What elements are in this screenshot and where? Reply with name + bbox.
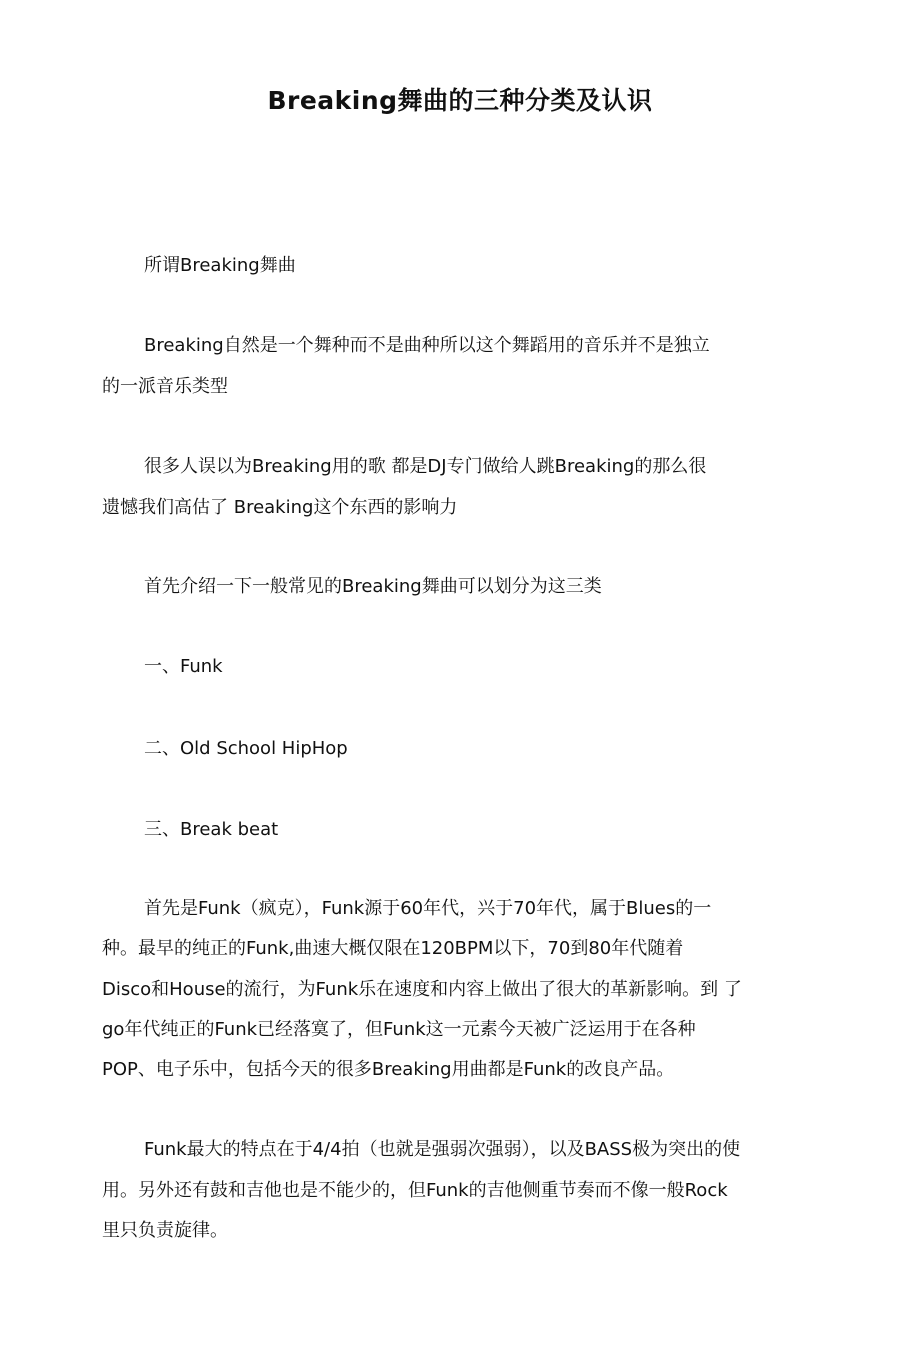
- paragraph-line: 首先是Funk（疯克），Funk源于60年代，兴于70年代，属于Blues的一: [144, 898, 712, 919]
- list-item-break-beat: 三、Break beat: [144, 819, 279, 840]
- paragraph-line: 的一派音乐类型: [102, 376, 228, 397]
- paragraph-line: 种。最早的纯正的Funk,曲速大概仅限在120BPM以下，70到80年代随着: [102, 938, 684, 959]
- page-title: Breaking舞曲的三种分类及认识: [267, 86, 653, 115]
- list-item-old-school-hiphop: 二、Old School HipHop: [144, 738, 348, 759]
- paragraph-line: 里只负责旋律。: [102, 1220, 228, 1241]
- paragraph-line: go年代纯正的Funk已经落寞了，但Funk这一元素今天被广泛运用于在各种: [102, 1019, 696, 1040]
- paragraph-line: 很多人误以为Breaking用的歌 都是DJ专门做给人跳Breaking的那么很: [144, 456, 707, 477]
- paragraph-line: Disco和House的流行，为Funk乐在速度和内容上做出了很大的革新影响。到 了: [102, 979, 742, 1000]
- list-item-funk: 一、Funk: [144, 656, 223, 677]
- paragraph-line: 遗憾我们高估了 Breaking这个东西的影响力: [102, 497, 458, 518]
- paragraph-line: 首先介绍一下一般常见的Breaking舞曲可以划分为这三类: [144, 576, 602, 597]
- paragraph-intro: 所谓Breaking舞曲: [144, 255, 296, 276]
- paragraph-line: 用。另外还有鼓和吉他也是不能少的，但Funk的吉他侧重节奏而不像一般Rock: [102, 1180, 728, 1201]
- paragraph-line: POP、电子乐中，包括今天的很多Breaking用曲都是Funk的改良产品。: [102, 1059, 675, 1080]
- paragraph-line: Funk最大的特点在于4/4拍（也就是强弱次强弱），以及BASS极为突出的使: [144, 1139, 741, 1160]
- paragraph-line: Breaking自然是一个舞种而不是曲种所以这个舞蹈用的音乐并不是独立: [144, 335, 710, 356]
